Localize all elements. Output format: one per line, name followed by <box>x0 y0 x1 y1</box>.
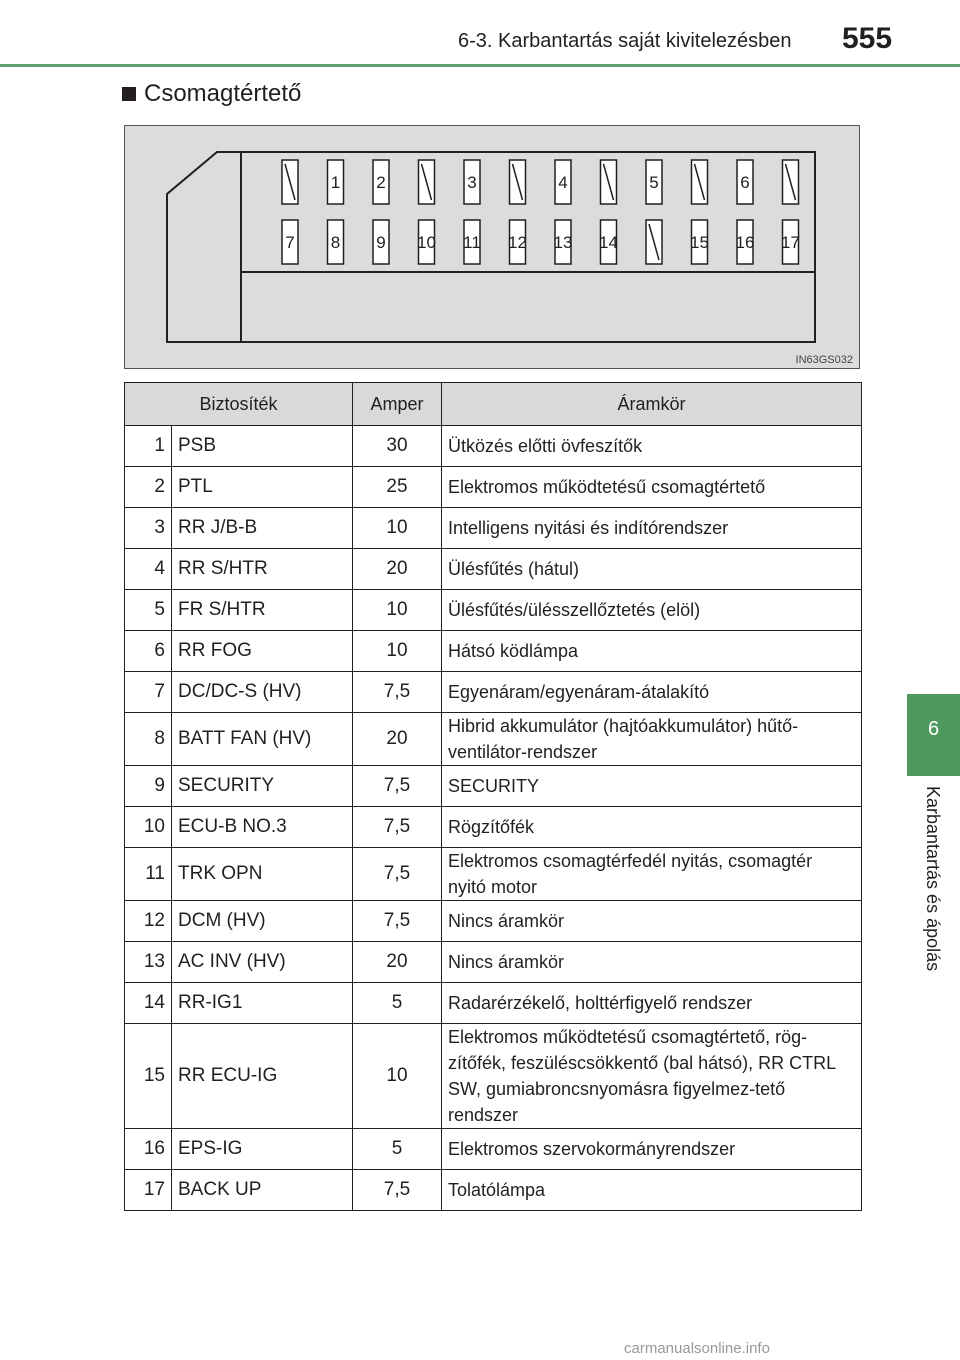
fuse-name: RR S/HTR <box>172 549 353 590</box>
svg-text:15: 15 <box>690 233 709 252</box>
fuse-number: 9 <box>125 766 172 807</box>
fuse-slot <box>737 160 753 204</box>
table-row <box>125 1024 862 1129</box>
empty-fuse-slot <box>783 160 799 204</box>
svg-text:16: 16 <box>735 233 755 252</box>
figure-code: IN63GS032 <box>795 354 853 366</box>
fuse-slot <box>373 220 389 264</box>
table-header-row <box>125 383 862 426</box>
fuse-name: EPS-IG <box>172 1129 353 1170</box>
section-title <box>122 80 301 108</box>
table-row <box>125 426 862 467</box>
svg-text:4: 4 <box>558 173 568 192</box>
fuse-circuit: Ütközés előtti övfeszítők <box>442 426 862 467</box>
chapter-tab: 6 <box>907 694 960 776</box>
fuse-amper: 20 <box>353 942 442 983</box>
fuse-number: 7 <box>125 672 172 713</box>
fuse-name: FR S/HTR <box>172 590 353 631</box>
fuse-name: ECU-B NO.3 <box>172 807 353 848</box>
fuse-amper: 5 <box>353 1129 442 1170</box>
table-row <box>125 901 862 942</box>
fuse-number: 16 <box>125 1129 172 1170</box>
fuse-number: 4 <box>125 549 172 590</box>
svg-text:13: 13 <box>553 233 573 252</box>
svg-text:10: 10 <box>417 233 436 252</box>
fuse-name: DCM (HV) <box>172 901 353 942</box>
svg-text:6: 6 <box>740 173 750 192</box>
watermark: carmanualsonline.info <box>624 1340 770 1357</box>
bullet-square-icon <box>122 87 136 101</box>
fuse-amper: 7,5 <box>353 901 442 942</box>
table-row <box>125 467 862 508</box>
table-row <box>125 631 862 672</box>
fuse-number: 13 <box>125 942 172 983</box>
fuse-number: 12 <box>125 901 172 942</box>
fuse-name: PTL <box>172 467 353 508</box>
table-row <box>125 1129 862 1170</box>
svg-text:8: 8 <box>330 233 341 252</box>
header-title: 6-3. Karbantartás saját kivitelezésben <box>458 30 792 52</box>
fuse-amper: 10 <box>353 590 442 631</box>
fuse-circuit: Intelligens nyitási és indítórendszer <box>442 508 862 549</box>
fuse-name: DC/DC-S (HV) <box>172 672 353 713</box>
fuse-number: 11 <box>125 848 172 901</box>
fuse-amper: 25 <box>353 467 442 508</box>
table-row <box>125 508 862 549</box>
fuse-amper: 10 <box>353 631 442 672</box>
svg-text:9: 9 <box>376 233 386 252</box>
section-title-text: Csomagtértető <box>144 80 302 107</box>
empty-fuse-slot <box>510 160 526 204</box>
fuse-amper: 10 <box>353 1024 442 1129</box>
table-row <box>125 549 862 590</box>
fuse-slot <box>690 220 709 264</box>
fuse-circuit: Hibrid akkumulátor (hajtóakkumulátor) hűtő-ventilátor-rendszer <box>442 713 862 766</box>
fuse-slot <box>646 160 662 204</box>
header-divider <box>0 64 960 67</box>
svg-text:12: 12 <box>508 233 527 252</box>
fuse-slot <box>599 220 618 264</box>
header-amper: Amper <box>353 383 442 426</box>
fuse-name: RR J/B-B <box>172 508 353 549</box>
svg-text:1: 1 <box>330 173 341 192</box>
svg-text:17: 17 <box>781 233 800 252</box>
fuse-number: 10 <box>125 807 172 848</box>
header-circuit: Áramkör <box>442 383 862 426</box>
fuse-amper: 30 <box>353 426 442 467</box>
svg-text:14: 14 <box>599 233 618 252</box>
fuse-amper: 20 <box>353 713 442 766</box>
svg-text:5: 5 <box>649 173 659 192</box>
empty-fuse-slot <box>646 220 662 264</box>
table-row <box>125 713 862 766</box>
fuse-table <box>124 382 862 1211</box>
svg-text:7: 7 <box>285 233 295 252</box>
fuse-number: 14 <box>125 983 172 1024</box>
empty-fuse-slot <box>282 160 298 204</box>
fuse-circuit: Tolatólámpa <box>442 1170 862 1211</box>
empty-fuse-slot <box>419 160 435 204</box>
fuse-circuit: Rögzítőfék <box>442 807 862 848</box>
table-row <box>125 983 862 1024</box>
fuse-circuit: Elektromos működtetésű csomagtértető, rög-zítőfék, feszüléscsökkentő (bal hátsó), RR CTRL SW, gumiabroncsnyomásra figyelmez-tető rendszer <box>442 1024 862 1129</box>
fuse-circuit: Nincs áramkör <box>442 901 862 942</box>
fuse-slot <box>554 220 573 264</box>
fuse-amper: 7,5 <box>353 1170 442 1211</box>
fuse-slot <box>373 160 389 204</box>
table-row <box>125 848 862 901</box>
svg-text:11: 11 <box>463 233 481 252</box>
header-fuse: Biztosíték <box>125 383 353 426</box>
fuse-circuit: Egyenáram/egyenáram-átalakító <box>442 672 862 713</box>
fuse-number: 1 <box>125 426 172 467</box>
fuse-name: RR ECU-IG <box>172 1024 353 1129</box>
fuse-amper: 10 <box>353 508 442 549</box>
fuse-slot <box>463 220 481 264</box>
fuse-amper: 7,5 <box>353 807 442 848</box>
fuse-slot <box>328 220 344 264</box>
fuse-slot <box>328 160 344 204</box>
fuse-circuit: Ülésfűtés/ülésszellőztetés (elöl) <box>442 590 862 631</box>
fuse-circuit: Elektromos működtetésű csomagtértető <box>442 467 862 508</box>
table-row <box>125 942 862 983</box>
fuse-number: 8 <box>125 713 172 766</box>
fuse-name: RR FOG <box>172 631 353 672</box>
fuse-name: PSB <box>172 426 353 467</box>
fuse-circuit: Elektromos csomagtérfedél nyitás, csomagtér nyitó motor <box>442 848 862 901</box>
fuse-slot <box>781 220 800 264</box>
fuse-number: 15 <box>125 1024 172 1129</box>
fuse-circuit: Hátsó ködlámpa <box>442 631 862 672</box>
fuse-slot <box>282 220 298 264</box>
empty-fuse-slot <box>692 160 708 204</box>
fuse-box-figure <box>124 125 860 369</box>
empty-fuse-slot <box>601 160 617 204</box>
fuse-circuit: Nincs áramkör <box>442 942 862 983</box>
fuse-circuit: Ülésfűtés (hátul) <box>442 549 862 590</box>
fuse-name: AC INV (HV) <box>172 942 353 983</box>
table-row <box>125 1170 862 1211</box>
table-row <box>125 807 862 848</box>
fuse-slot <box>417 220 436 264</box>
fuse-name: TRK OPN <box>172 848 353 901</box>
fuse-number: 5 <box>125 590 172 631</box>
fuse-name: BACK UP <box>172 1170 353 1211</box>
fuse-number: 6 <box>125 631 172 672</box>
fuse-circuit: Elektromos szervokormányrendszer <box>442 1129 862 1170</box>
fuse-name: RR-IG1 <box>172 983 353 1024</box>
fuse-slot <box>555 160 571 204</box>
fuse-number: 2 <box>125 467 172 508</box>
fuse-amper: 7,5 <box>353 766 442 807</box>
fuse-circuit: Radarérzékelő, holttérfigyelő rendszer <box>442 983 862 1024</box>
fuse-number: 17 <box>125 1170 172 1211</box>
table-row <box>125 590 862 631</box>
fuse-amper: 5 <box>353 983 442 1024</box>
fuse-number: 3 <box>125 508 172 549</box>
fuse-amper: 20 <box>353 549 442 590</box>
fuse-name: BATT FAN (HV) <box>172 713 353 766</box>
fuse-circuit: SECURITY <box>442 766 862 807</box>
fuse-amper: 7,5 <box>353 848 442 901</box>
fuse-amper: 7,5 <box>353 672 442 713</box>
chapter-label: Karbantartás és ápolás <box>923 786 943 972</box>
fuse-box-diagram <box>125 126 859 368</box>
fuse-slot <box>736 220 755 264</box>
svg-text:2: 2 <box>376 173 386 192</box>
fuse-slot <box>508 220 527 264</box>
page-number: 555 <box>842 22 893 55</box>
table-row <box>125 766 862 807</box>
table-row <box>125 672 862 713</box>
fuse-slot <box>464 160 480 204</box>
svg-text:3: 3 <box>467 173 477 192</box>
fuse-name: SECURITY <box>172 766 353 807</box>
